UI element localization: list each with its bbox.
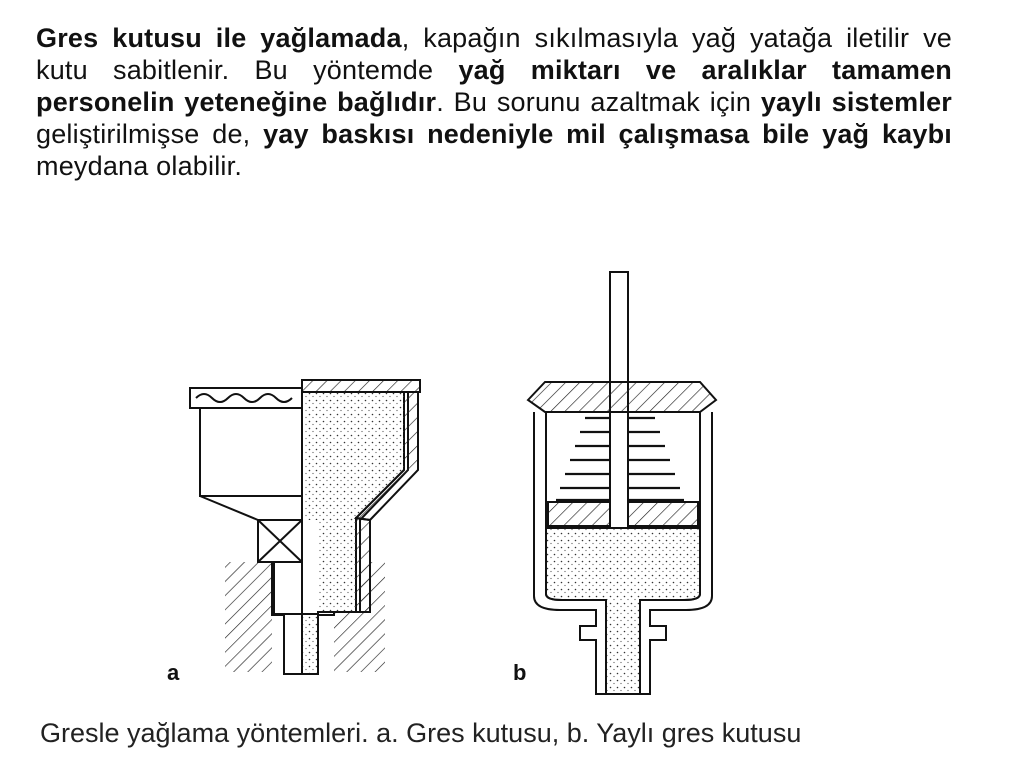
figure-caption: Gresle yağlama yöntemleri. a. Gres kutusu, b. Yaylı gres kutusu	[40, 718, 802, 748]
figure-label-a: a	[167, 660, 180, 685]
figure-label-b: b	[513, 660, 527, 685]
spring-grease-cup-b	[528, 272, 716, 694]
paragraph-segment: yağ miktarı ve aralıklar tamamen personelin yeteneğine bağlıdır	[36, 55, 952, 117]
paragraph-segment: Gres kutusu ile yağlamada	[36, 23, 402, 53]
paragraph-segment: . Bu sorunu azaltmak için	[436, 87, 761, 117]
paragraph-segment: meydana olabilir.	[36, 151, 243, 181]
paragraph-segment: yay baskısı nedeniyle mil çalışmasa bile yağ kaybı	[263, 119, 952, 149]
grease-cup-a	[190, 380, 420, 674]
body-paragraph	[36, 22, 952, 182]
paragraph-segment: yaylı sistemler	[760, 87, 952, 117]
paragraph-segment: , kapağın sıkılmasıyla yağ yatağa iletilir ve kutu sabitlenir. Bu yöntemde	[36, 23, 953, 85]
grease-cup-figure	[160, 262, 760, 712]
paragraph-segment: geliştirilmişse de,	[36, 119, 264, 149]
